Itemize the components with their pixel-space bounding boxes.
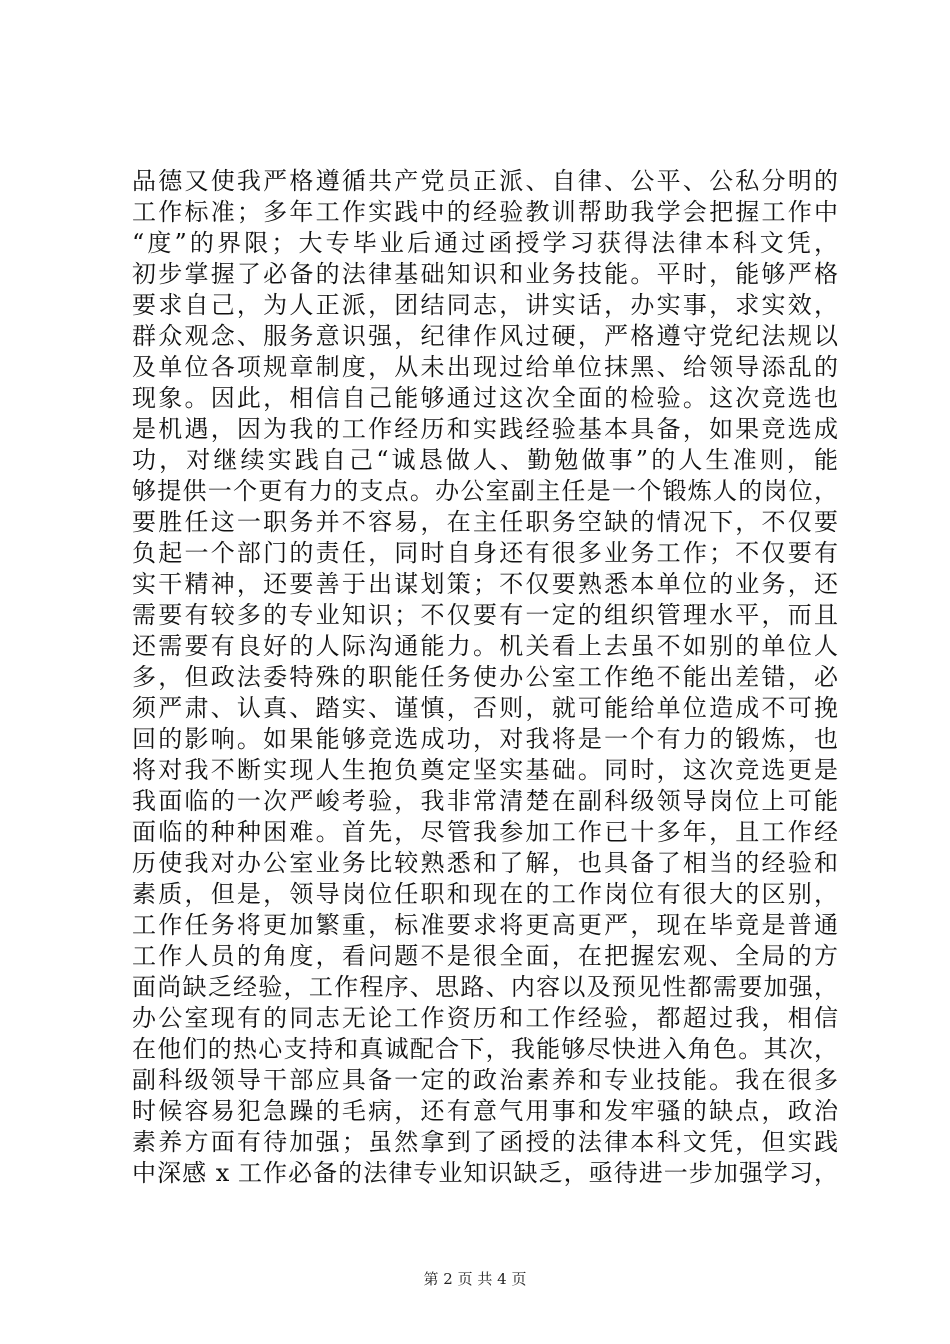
text-line: 我面临的一次严峻考验，我非常清楚在副科级领导岗位上可能 — [132, 787, 838, 815]
text-line: 面尚缺乏经验，工作程序、思路、内容以及预见性都需要加强， — [132, 973, 838, 1001]
page-number-footer: 第 2 页 共 4 页 — [423, 1270, 527, 1288]
text-line: 时候容易犯急躁的毛病，还有意气用事和发牢骚的缺点，政治 — [132, 1097, 838, 1125]
text-line: 需要有较多的专业知识；不仅要有一定的组织管理水平，而且 — [132, 601, 838, 629]
text-line: 素质，但是，领导岗位任职和现在的工作岗位有很大的区别， — [132, 880, 838, 908]
text-line: 要求自己，为人正派，团结同志，讲实话，办实事，求实效， — [132, 291, 838, 319]
text-line: 副科级领导干部应具备一定的政治素养和专业技能。我在很多 — [132, 1066, 838, 1094]
text-line: 要胜任这一职务并不容易，在主任职务空缺的情况下，不仅要 — [132, 508, 838, 536]
text-line: 初步掌握了必备的法律基础知识和业务技能。平时，能够严格 — [132, 260, 838, 288]
text-line: 实干精神，还要善于出谋划策；不仅要熟悉本单位的业务，还 — [132, 570, 838, 598]
text-line: 及单位各项规章制度，从未出现过给单位抹黑、给领导添乱的 — [132, 353, 838, 381]
body-text — [132, 166, 838, 1189]
text-line: 历使我对办公室业务比较熟悉和了解，也具备了相当的经验和 — [132, 849, 838, 877]
text-line: 回的影响。如果能够竞选成功，对我将是一个有力的锻炼，也 — [132, 725, 838, 753]
text-line: 负起一个部门的责任，同时自身还有很多业务工作；不仅要有 — [132, 539, 838, 567]
text-line: 够提供一个更有力的支点。办公室副主任是一个锻炼人的岗位， — [132, 477, 838, 505]
text-line: 中深感 x 工作必备的法律专业知识缺乏，亟待进一步加强学习， — [132, 1159, 838, 1187]
text-line: 多，但政法委特殊的职能任务使办公室工作绝不能出差错，必 — [132, 663, 838, 691]
text-line: 现象。因此，相信自己能够通过这次全面的检验。这次竞选也 — [132, 384, 838, 412]
text-line: 在他们的热心支持和真诚配合下，我能够尽快进入角色。其次， — [132, 1035, 838, 1063]
text-line: 工作任务将更加繁重，标准要求将更高更严，现在毕竟是普通 — [132, 911, 838, 939]
text-line: 是机遇，因为我的工作经历和实践经验基本具备，如果竞选成 — [132, 415, 838, 443]
text-line: “度”的界限；大专毕业后通过函授学习获得法律本科文凭， — [132, 229, 838, 257]
text-line: 功，对继续实践自己“诚恳做人、勤勉做事”的人生准则，能 — [132, 446, 838, 474]
text-line: 还需要有良好的人际沟通能力。机关看上去虽不如别的单位人 — [132, 632, 838, 660]
text-line: 将对我不断实现人生抱负奠定坚实基础。同时，这次竞选更是 — [132, 756, 838, 784]
text-line: 面临的种种困难。首先，尽管我参加工作已十多年，且工作经 — [132, 818, 838, 846]
text-line: 工作标准；多年工作实践中的经验教训帮助我学会把握工作中 — [132, 198, 838, 226]
text-line: 群众观念、服务意识强，纪律作风过硬，严格遵守党纪法规以 — [132, 322, 838, 350]
text-line: 品德又使我严格遵循共产党员正派、自律、公平、公私分明的 — [132, 167, 838, 195]
text-line: 工作人员的角度，看问题不是很全面，在把握宏观、全局的方 — [132, 942, 838, 970]
text-line: 须严肃、认真、踏实、谨慎，否则，就可能给单位造成不可挽 — [132, 694, 838, 722]
text-line: 办公室现有的同志无论工作资历和工作经验，都超过我，相信 — [132, 1004, 838, 1032]
text-line: 素养方面有待加强；虽然拿到了函授的法律本科文凭，但实践 — [132, 1128, 838, 1156]
